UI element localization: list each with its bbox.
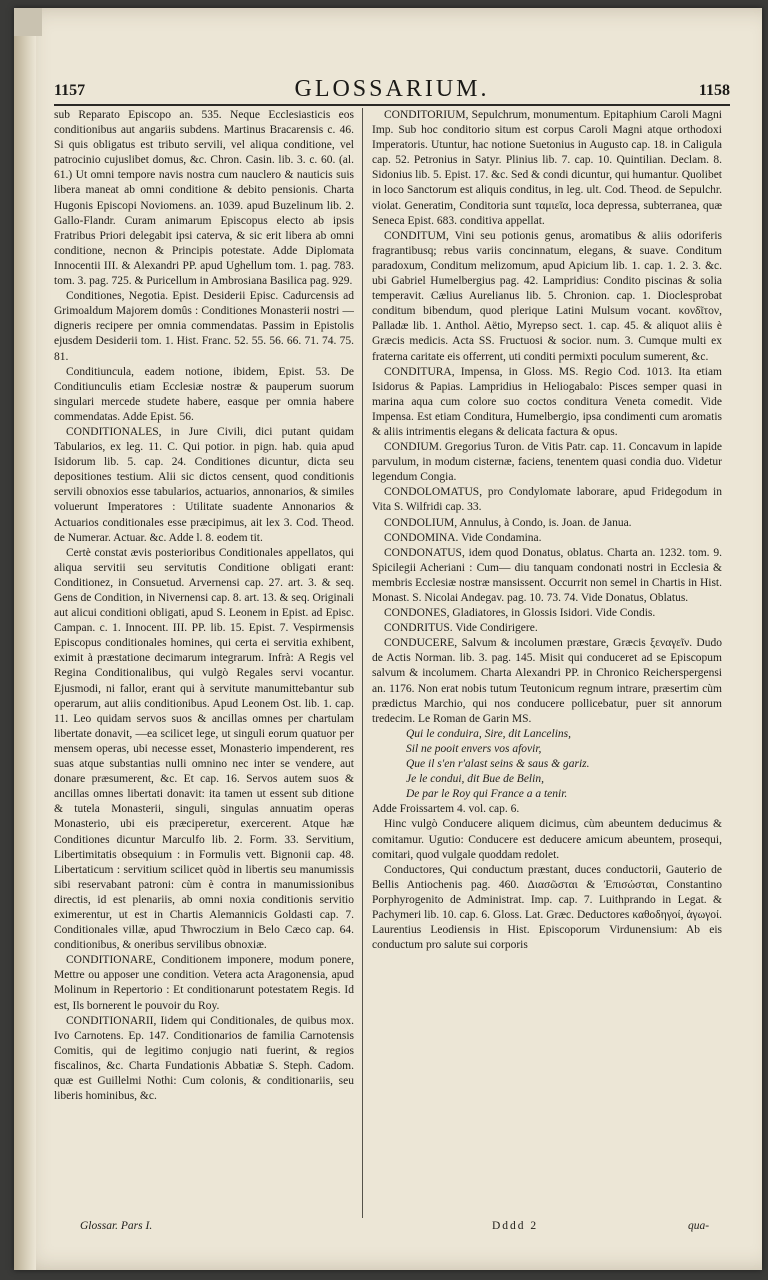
paragraph: CONDITUM, Vini seu potionis genus, aromatibus & aliis odoriferis fragrantibusq; rebus variis concinnatum, elegans, & suave. Conditum paradoxum, Conditum melizomum, apud Apicium lib. 1. cap. 1. 2. 3. &c. ubi Gabriel Humelbergius pag. 42. Lampridius: Condito piscinas & solia temperavit. Cælius Aurelianus lib. 5. Chronion. cap. 1. Dioclesprobat conditum bibendum, quod plerique Latini Mulsum vocant. κονδῖτον, Palladæ lib. 1. Anthol. Aëtio, Myrepso sect. 1. cap. 45. & aliquot aliis è Græcis medicis. Acta SS. Fructuosi & socior. num. 3. Cumque multi ex fraterna caritate eis offerrent, uti conditi permixti poculum sumerent, &c. [372, 229, 722, 363]
header-rule [54, 104, 730, 106]
catchword: qua- [688, 1220, 710, 1232]
corner-tab [14, 8, 42, 36]
running-title: GLOSSARIUM. [294, 76, 490, 102]
paragraph: CONDOLIUM, Annulus, à Condo, is. Joan. de Janua. [384, 516, 632, 529]
quire-mark: Dddd 2 [492, 1220, 539, 1232]
paragraph: CONDITIONALES, in Jure Civili, dici putant quidam Tabularios, ex leg. 11. C. Qui potior. in pign. hab. quia apud Isidorum lib. 5. cap. 24. Conditiones dicuntur, dicta seu depositiones testium. Alii sic dictos censent, quod conditionis servili obnoxios esse tabularios, actuarios, annonarios, & similes voluerunt Imperatores : Utilitate suadente Annonarios & Actuarios conditionales esse præcipimus, ait lex 3. Cod. Theod. de Numerar. Actuar. &c. Adde l. 8. eodem tit. [54, 425, 354, 544]
paragraph: CONDONATUS, idem quod Donatus, oblatus. Charta an. 1232. tom. 9. Spicilegii Acheriani : Cum— diu tanquam condonati nostri in Ecclesia & membris Ecclesiæ nostræ mansissent. Occurrit non semel in Chartis in Hist. Monast. S. Nicolai Andegav. pag. 10. 73. 74. Vide Donatus, Oblatus. [372, 546, 722, 604]
page-gutter [14, 8, 36, 1270]
paragraph: Conductores, Qui conductum præstant, duces conductorii, Gauterio de Bellis Antiochenis pag. 460. Διασῶσται & Ἐπισώσται, Constantino Porphyrogenito de Administrat. Imp. cap. 7. Luithprando in Legat. & Pachymeri lib. 10. cap. 6. Gloss. Lat. Græc. Deductores καθοδηγοί, ἀγωγοί. Laurentius Leodiensis in Hist. Episcoporum Virdunensium: Ab eis conductum pro salute sui corporis [372, 863, 722, 952]
paragraph: Conditiuncula, eadem notione, ibidem, Epist. 53. De Conditiunculis etiam Ecclesiæ nostræ & pauperum suorum singulari mercede studete habere, easque per omnia habere commendatas. Adde Epist. 56. [54, 365, 354, 423]
right-page-number: 1158 [698, 82, 730, 99]
paragraph: Hinc vulgò Conducere aliquem dicimus, cùm abeuntem deducimus & comitamur. Ugutio: Conducere est deducere amicum abeuntem, prosequi, comitari, quod vulgale quoddam redolet. [372, 818, 722, 861]
paragraph: CONDRITUS. Vide Condirigere. [384, 622, 538, 635]
verse-line: Qui le conduira, Sire, dit Lancelins, [406, 727, 572, 740]
verse-line: De par le Roy qui France a a tenir. [406, 788, 568, 801]
paragraph: CONDITORIUM, Sepulchrum, monumentum. Epitaphium Caroli Magni Imp. Sub hoc conditorio situm est corpus Caroli Magni atque orthodoxi Imperatoris. Utuntur, hac notione Suetonius in Augusto cap. 18. in Caligula cap. 52. Petronius in Satyr. Plinius lib. 7. cap. 10. Quintilian. Declam. 8. Sidonius lib. 5. Epist. 17. &c. Sed & condi dicuntur, qui humantur. Quolibet in loco Sanctorum est aliquis conditus, in leg. ult. Cod. Theod. de Sepulchr. violat. Generatim, Conditoria sunt ταμιεῖα, loca depressa, subterranea, quæ Seneca Epist. 683. conditiva appellat. [372, 109, 722, 227]
paragraph: CONDONES, Gladiatores, in Glossis Isidori. Vide Condis. [384, 607, 656, 620]
paragraph: Certè constat ævis posterioribus Conditionales appellatos, qui aliqua servitii seu servitutis Conditione obligati erant: Conditionez, in Consuetud. Arvernensi cap. 27. art. 3. & seq. Gens de Condition, in Nivernensi cap. 8. art. 13. & seq. Originali aut alicui conditioni obligati, apud S. Leonem in Epist. ad Episc. Campan. c. 1. Innocent. III. PP. lib. 15. Epist. 7. Vespirmensis Episcopus conditionales homines, qui certa ei servitia exhibent, eximit à præstatione decimarum integrarum. Infrà: A Regis vel Regina Conditionalibus, qui vulgò Regales servi vocantur. Ejusmodi, ni fallor, erant qui à servitute manumittebantur sub operarum, aut aliis conditionibus. Apud Leonem Ost. lib. 1. cap. 11. Leo quidam servos suos & ancillas omnes per chartulam libertate donavit, —ea scilicet lege, ut singuli eorum quatuor per mensem operas, ubi necesse esset, Monasterio impenderent, res suas atque substantias nulli omnino nec inter se vendere, aut donare præsumerent, &c. Et cap. 16. Servos autem suos & ancillas omnes libertati donavit: ita tamen ut essent sub ditione & tutela Monasterii, singuli, singulas annuatim operas Monasterio, ubi eis præciperetur, exercerent. Atque hæ Conditiones dicuntur Marculfo lib. 2. Form. 33. Servitium, Libertimitatis obsequium : in Formulis vett. Bignonii cap. 48. Libertaticum : servitium scilicet quòd in libertis seu manumissis sibi reservabant patroni: cùm è contra in manumissionibus directis, id est plenariis, ab omni noxia conditionis servitio eximerentur, ut est in Chartis Alemannicis Goldasti cap. 7. Conditionales villæ, apud Thwroczium in Belo Cæco cap. 64. conditionibus, & oneribus servilibus obnoxiæ. [54, 546, 354, 952]
paragraph: Adde Froissartem 4. vol. cap. 6. [372, 803, 520, 816]
verse-line: Que il s'en r'alast seins & saus & gariz. [406, 758, 590, 771]
book-page [14, 8, 762, 1270]
verse-line: Je le condui, dit Bue de Belin, [406, 773, 544, 786]
paragraph: CONDITURA, Impensa, in Gloss. MS. Regio Cod. 1013. Ita etiam Isidorus & Papias. Lampridius in Heliogabalo: Pisces semper quasi in marina aqua cum colore suo coctos conditura Veneta comedit. Vide Impensa. Est etiam Conditura, Humelbergio, ipsa condimenti cum aromatis & aliis intrimentis elegans & delicata factura & opus. [372, 365, 722, 438]
paragraph: CONDOLOMATUS, pro Condylomate laborare, apud Fridegodum in Vita S. Wilfridi cap. 33. [372, 486, 722, 514]
paragraph: CONDITIONARE, Conditionem imponere, modum ponere, Mettre ou apposer une condition. Vetera acta Aragonensia, apud Molinum in Repertorio : Et conditionarunt potestatem Regis. Id est, Ils bornerent le pouvoir du Roy. [54, 954, 354, 1012]
signature-mark: Glossar. Pars I. [80, 1220, 153, 1232]
verse-line: Sil ne pooit envers vos afovir, [406, 742, 542, 755]
paragraph: CONDITIONARII, Iidem qui Conditionales, de quibus mox. Ivo Carnotens. Ep. 147. Conditionarios de familia Carnotensis Comitis, qui de legitimo conjugio nati fuerint, & regios fiscalinos, &c. Charta Fundationis Abbatiæ S. Steph. Cadom. quæ est Guillelmi Nothi: Cum colonis, & conditionariis, seu liberis hominibus, &c. [54, 1014, 354, 1103]
left-column [54, 108, 354, 1218]
paragraph: CONDIUM. Gregorius Turon. de Vitis Patr. cap. 11. Concavum in lapide parvulum, in modum cisternæ, faciens, tenentem quasi condia duo. Videtur legendum Congia. [372, 441, 722, 484]
paragraph: CONDUCERE, Salvum & incolumen præstare, Græcis ξεναγεῖν. Dudo de Actis Norman. lib. 3. pag. 145. Misit qui conduceret ad se Episcopum salvum & incolumem. Charta Alexandri PP. in Chronico Reicherspergensi an. 1176. Non erat nobis tutum Teutonicum regnum intrare, præsertim cùm prædictus Marchio, qui nos conducere pollicebatur, puer sit annorum tredecim. Le Roman de Garin MS. [372, 637, 722, 725]
paragraph: sub Reparato Episcopo an. 535. Neque Ecclesiasticis eos conditionibus aut angariis subdens. Martinus Bracarensis c. 46. Si quis obligatus est tributo servili, vel aliqua conditione, vel patrocinio cujuslibet domus, &c. Chron. Casin. lib. 3. c. 60. (al. 61.) Ut omni tempore navis nostra cum nauclero & nauticis suis libera maneat ab omni conditione & debito pensionis. Charta Hugonis Episcopi Noviomens. an. 1039. apud Buzelinum lib. 2. Gallo-Flandr. Curam animarum Episcopus electo ab ipsis Fratribus Priori delegabit ipsi caterva, & sic erit libera ab omni conditione, necnon & Principis potestate. Adde Diplomata Innocentii III. & Alexandri PP. apud Ughellum tom. 1. pag. 783. tom. 3. pag. 725. & Puricellum in Ambrosiana Basilica pag. 929. [54, 109, 354, 288]
paragraph: CONDOMINA. Vide Condamina. [384, 531, 542, 544]
column-divider [362, 108, 363, 1218]
paragraph: Conditiones, Negotia. Epist. Desiderii Episc. Cadurcensis ad Grimoaldum Majorem domûs : Conditiones Monasterii nostri —digneris recipere per omnia commendatas. Passim in Epistolis ejusdem Desiderii tom. 1. Hist. Franc. 52. 55. 56. 66. 71. 74. 75. 81. [54, 290, 354, 363]
right-column [372, 108, 722, 1218]
left-page-number: 1157 [54, 82, 86, 99]
page-header [54, 78, 730, 104]
